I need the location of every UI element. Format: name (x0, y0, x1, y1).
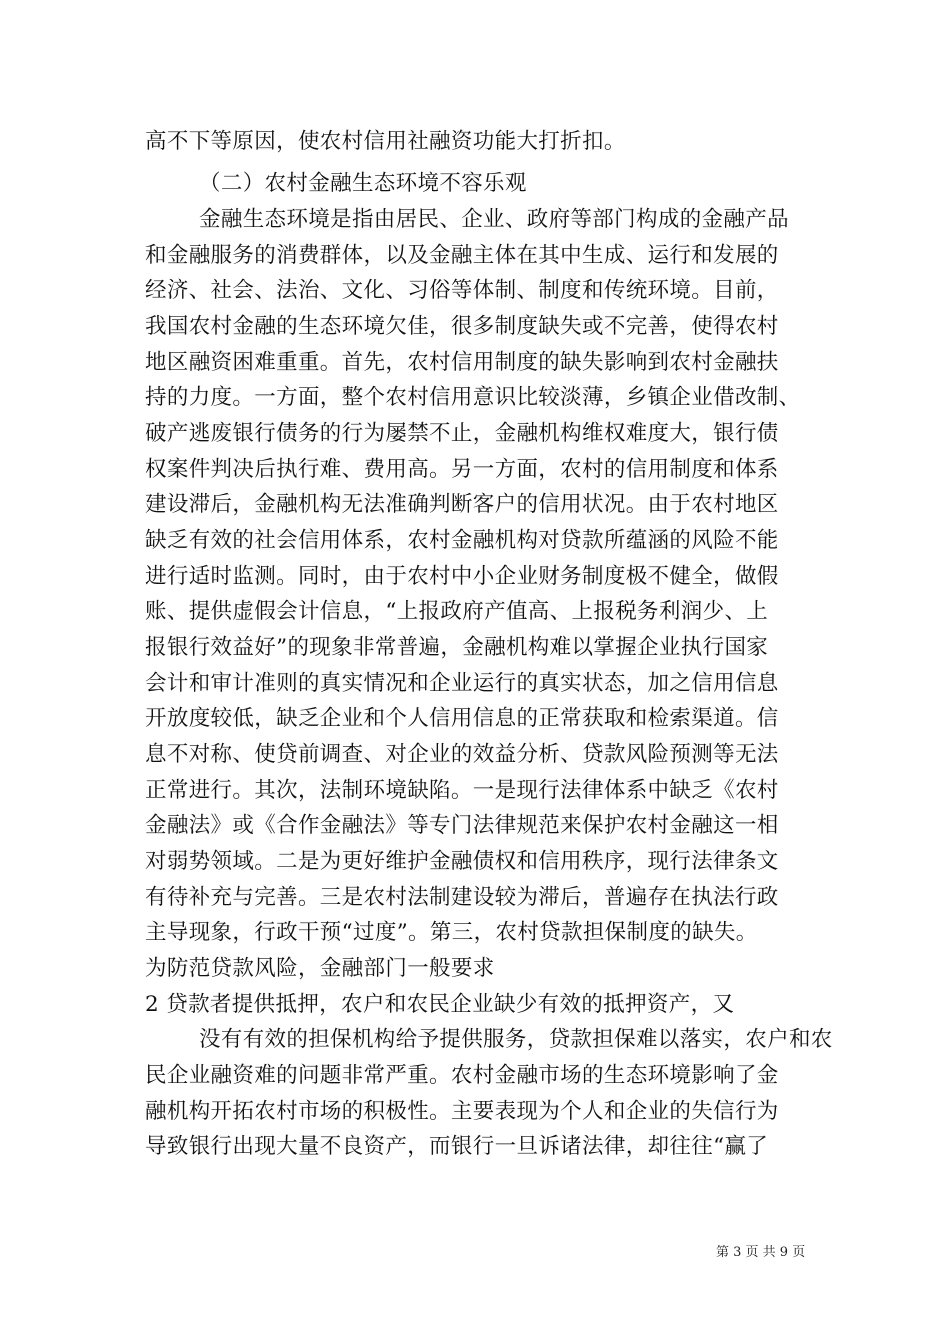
text-line: 缺乏有效的社会信用体系，农村金融机构对贷款所蕴涵的风险不能 (145, 528, 779, 553)
text-line: 进行适时监测。同时，由于农村中小企业财务制度极不健全，做假 (145, 564, 779, 589)
text-line: 正常进行。其次，法制环境缺陷。一是现行法律体系中缺乏《农村 (145, 778, 779, 803)
text-line: 账、提供虚假会计信息，“上报政府产值高、上报税务利润少、上 (145, 599, 769, 624)
page-number: 第 3 页 共 9 页 (716, 1245, 806, 1260)
text-line: 持的力度。一方面，整个农村信用意识比较淡薄，乡镇企业借改制、 (145, 385, 801, 410)
text-line: 2 贷款者提供抵押，农户和农民企业缺少有效的抵押资产，又 (145, 992, 735, 1017)
text-line: 融机构开拓农村市场的积极性。主要表现为个人和企业的失信行为 (145, 1099, 779, 1124)
text-line: 导致银行出现大量不良资产，而银行一旦诉诸法律，却往往“赢了 (145, 1134, 769, 1159)
text-line: 金融生态环境是指由居民、企业、政府等部门构成的金融产品 (199, 207, 789, 232)
text-line: 破产逃废银行债务的行为屡禁不止，金融机构维权难度大，银行债 (145, 421, 779, 446)
text-line: 报银行效益好”的现象非常普遍，金融机构难以掌握企业执行国家 (145, 635, 769, 660)
text-line: 开放度较低，缺乏企业和个人信用信息的正常获取和检索渠道。信 (145, 706, 779, 731)
text-line: 和金融服务的消费群体，以及金融主体在其中生成、运行和发展的 (145, 243, 779, 268)
text-line: 为防范贷款风险，金融部门一般要求 (145, 956, 495, 981)
text-line: 经济、社会、法治、文化、习俗等体制、制度和传统环境。目前， (145, 278, 779, 303)
text-line: 民企业融资难的问题非常严重。农村金融市场的生态环境影响了金 (145, 1063, 779, 1088)
text-line: 我国农村金融的生态环境欠佳，很多制度缺失或不完善，使得农村 (145, 314, 779, 339)
text-line: 金融法》或《合作金融法》等专门法律规范来保护农村金融这一相 (145, 813, 779, 838)
text-line: 有待补充与完善。三是农村法制建设较为滞后，普遍存在执法行政 (145, 885, 779, 910)
text-line: 建设滞后，金融机构无法准确判断客户的信用状况。由于农村地区 (145, 492, 779, 517)
text-line: 主导现象，行政干预“过度”。第三，农村贷款担保制度的缺失。 (145, 920, 758, 945)
text-line: 对弱势领域。二是为更好维护金融债权和信用秩序，现行法律条文 (145, 849, 779, 874)
text-line: 高不下等原因，使农村信用社融资功能大打折扣。 (145, 129, 626, 154)
text-line: 权案件判决后执行难、费用高。另一方面，农村的信用制度和体系 (145, 457, 779, 482)
section-heading: （二）农村金融生态环境不容乐观 (199, 171, 527, 196)
text-line: 没有有效的担保机构给予提供服务，贷款担保难以落实，农户和农 (199, 1027, 833, 1052)
text-line: 地区融资困难重重。首先，农村信用制度的缺失影响到农村金融扶 (145, 350, 779, 375)
text-line: 息不对称、使贷前调查、对企业的效益分析、贷款风险预测等无法 (145, 742, 779, 767)
text-line: 会计和审计准则的真实情况和企业运行的真实状态，加之信用信息 (145, 671, 779, 696)
